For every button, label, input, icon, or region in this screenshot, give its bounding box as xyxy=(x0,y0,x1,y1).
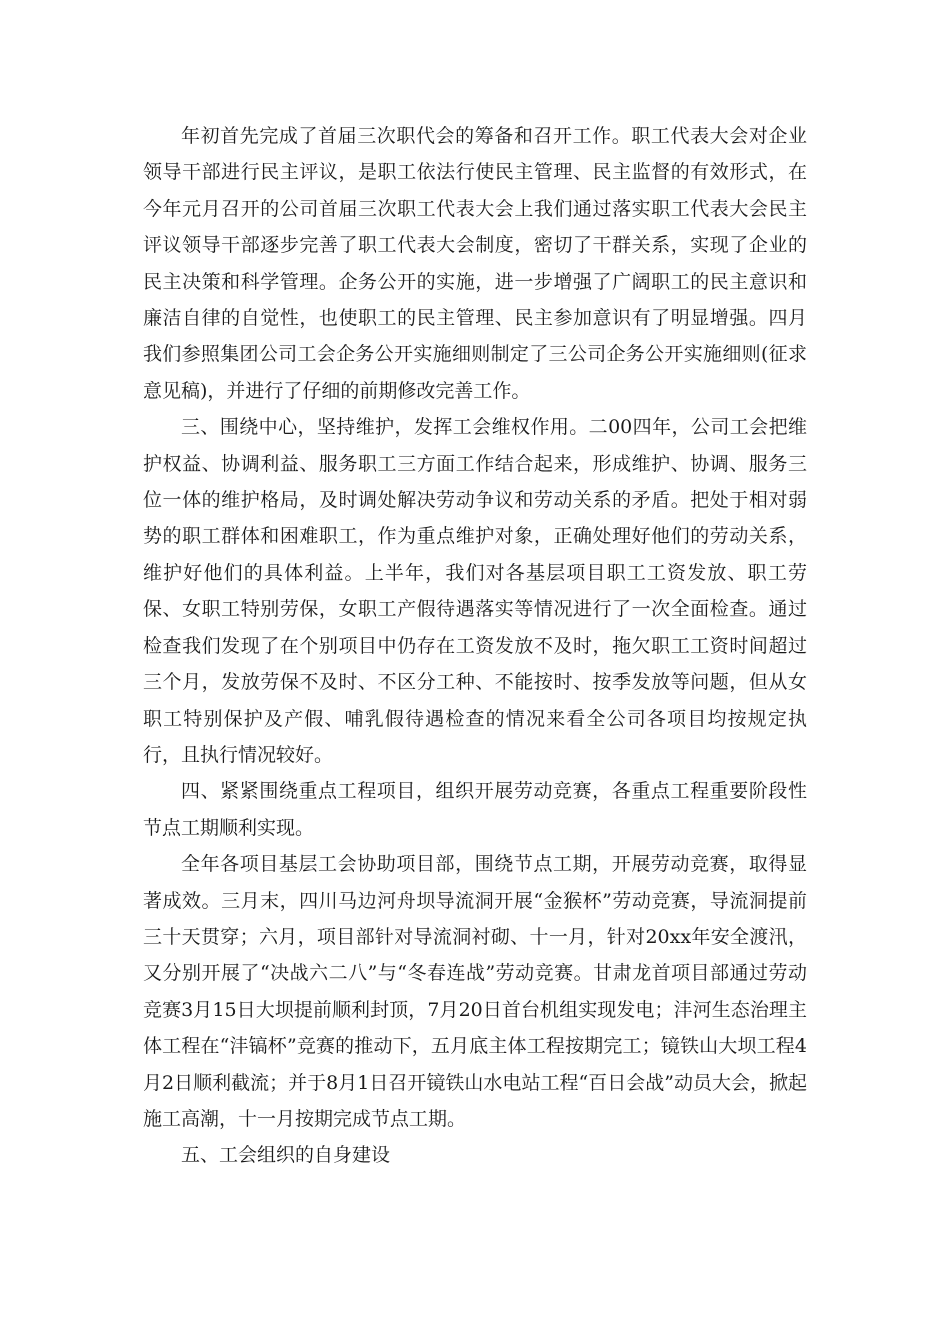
paragraph-democratic-management: 年初首先完成了首届三次职代会的筹备和召开工作。职工代表大会对企业领导干部进行民主评议，是职工依法行使民主管理、民主监督的有效形式，在今年元月召开的公司首届三次职工代表大会上我们通过落实职工代表大会民主评议领导干部逐步完善了职工代表大会制度，密切了干群关系，实现了企业的民主决策和科学管理。企务公开的实施，进一步增强了广阔职工的民主意识和廉洁自律的自觉性，也使职工的民主管理、民主参加意识有了明显增强。四月我们参照集团公司工会企务公开实施细则制定了三公司企务公开实施细则(征求意见稿)，并进行了仔细的前期修改完善工作。 xyxy=(143,125,807,402)
document-body xyxy=(143,118,807,1174)
paragraph-labor-competition-results: 全年各项目基层工会协助项目部，围绕节点工期，开展劳动竞赛，取得显著成效。三月末，四川马边河舟坝导流洞开展“金猴杯”劳动竞赛，导流洞提前三十天贯穿；六月，项目部针对导流洞衬砌、十一月，针对20xx年安全渡汛，又分别开展了“决战六二八”与“冬春连战”劳动竞赛。甘肃龙首项目部通过劳动竞赛3月15日大坝提前顺利封顶，7月20日首台机组实现发电；沣河生态治理主体工程在“沣镐杯”竞赛的推动下，五月底主体工程按期完工；镜铁山大坝工程4月2日顺利截流；并于8月1日召开镜铁山水电站工程“百日会战”动员大会，掀起施工高潮，十一月按期完成节点工期。 xyxy=(143,853,807,1130)
paragraph-union-self-building-heading: 五、工会组织的自身建设 xyxy=(181,1144,391,1167)
paragraph-labor-competition-heading: 四、紧紧围绕重点工程项目，组织开展劳动竞赛，各重点工程重要阶段性节点工期顺利实现。 xyxy=(143,780,807,839)
paragraph-rights-protection: 三、围绕中心，坚持维护，发挥工会维权作用。二00四年，公司工会把维护权益、协调利益、服务职工三方面工作结合起来，形成维护、协调、服务三位一体的维护格局，及时调处解决劳动争议和劳动关系的矛盾。把处于相对弱势的职工群体和困难职工，作为重点维护对象，正确处理好他们的劳动关系，维护好他们的具体利益。上半年，我们对各基层项目职工工资发放、职工劳保、女职工特别劳保，女职工产假待遇落实等情况进行了一次全面检查。通过检查我们发现了在个别项目中仍存在工资发放不及时，拖欠职工工资时间超过三个月，发放劳保不及时、不区分工种、不能按时、按季发放等问题，但从女职工特别保护及产假、哺乳假待遇检查的情况来看全公司各项目均按规定执行，且执行情况较好。 xyxy=(143,416,807,766)
